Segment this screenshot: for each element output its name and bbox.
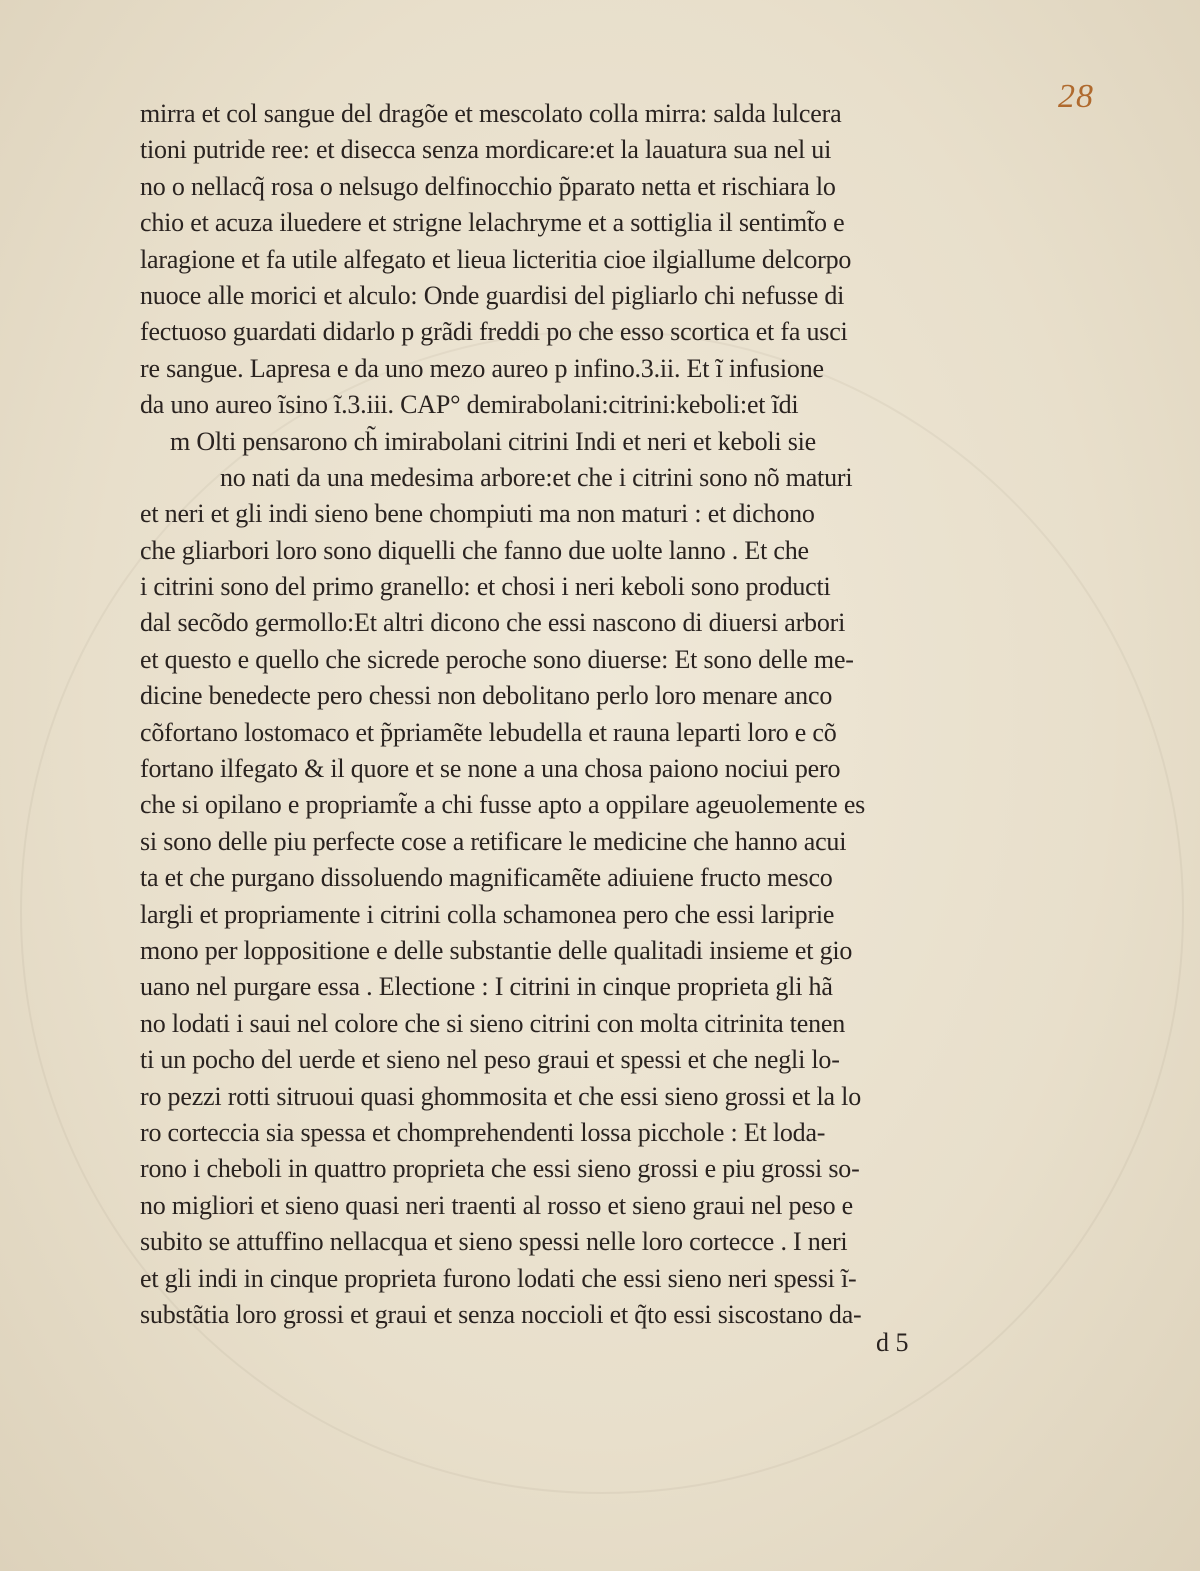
text-line: chio et acuza iluedere et strigne lelachryme et a sottiglia il sentimt̃o e [140,208,845,238]
text-line: che si opilano e propriamt̃e a chi fusse apto a oppilare ageuolemente es [140,790,866,820]
text-line: mono per loppositione e delle substantie delle qualitadi insieme et gio [140,935,853,965]
text-line: da uno aureo ĩsino ĩ.3.iii. CAP° demirabolani:citrini:keboli:et ĩdi [140,390,799,420]
signature-mark: d 5 [876,1328,909,1357]
text-line: ro corteccia sia spessa et chomprehendenti lossa picchole : Et loda- [140,1117,826,1147]
text-line: substãtia loro grossi et graui et senza noccioli et q̃to essi siscostano da- [140,1299,862,1329]
text-line: ti un pocho del uerde et sieno nel peso graui et spessi et che negli lo- [140,1045,840,1075]
text-line: ta et che purgano dissoluendo magnificamẽte adiuiene fructo mesco [140,863,833,893]
text-line: tioni putride ree: et disecca senza mordicare:et la lauatura sua nel ui [140,135,832,165]
text-line: et gli indi in cinque proprieta furono lodati che essi sieno neri spessi ĩ- [140,1263,857,1293]
text-line: i citrini sono del primo granello: et chosi i neri keboli sono producti [140,572,831,602]
text-line: fectuoso guardati didarlo p grãdi freddi po che esso scortica et fa usci [140,317,848,347]
text-line: largli et propriamente i citrini colla schamonea pero che essi lariprie [140,899,835,929]
text-line: cõfortano lostomaco et p̃priamẽte lebudella et rauna leparti loro e cõ [140,717,837,747]
text-line: et questo e quello che sicrede peroche sono diuerse: Et sono delle me- [140,644,854,674]
folio-number: 28 [1058,78,1094,115]
text-line: subito se attuffino nellacqua et sieno spessi nelle loro cortecce . I neri [140,1227,848,1257]
text-line: si sono delle piu perfecte cose a retificare le medicine che hanno acui [140,826,847,856]
text-line: ro pezzi rotti sitruoui quasi ghommosita et che essi sieno grossi et la lo [140,1081,862,1111]
text-line: re sangue. Lapresa e da uno mezo aureo p infino.3.ii. Et ĩ infusione [140,353,824,383]
text-line: no o nellacq̃ rosa o nelsugo delfinocchio p̃parato netta et rischiara lo [140,171,836,201]
chapter-initial-line: m Olti pensarono ch̃ imirabolani citrini Indi et neri et keboli sie [170,426,817,456]
text-line: rono i cheboli in quattro proprieta che essi sieno grossi e piu grossi so- [140,1154,860,1184]
text-line: no lodati i saui nel colore che si sieno citrini con molta citrinita tenen [140,1008,846,1038]
text-line: laragione et fa utile alfegato et lieua licteritia cioe ilgiallume delcorpo [140,244,852,274]
text-line: nuoce alle morici et alculo: Onde guardisi del pigliarlo chi nefusse di [140,280,845,310]
text-line: no migliori et sieno quasi neri traenti al rosso et sieno graui nel peso e [140,1190,854,1220]
text-line: che gliarbori loro sono diquelli che fanno due uolte lanno . Et che [140,535,809,565]
text-line: fortano ilfegato & il quore et se none a una chosa paiono nociui pero [140,754,841,784]
text-line: dicine benedecte pero chessi non debolitano perlo loro menare anco [140,681,833,711]
text-line: et neri et gli indi sieno bene chompiuti ma non maturi : et dichono [140,499,815,529]
text-block [140,96,990,1333]
text-line: mirra et col sangue del dragõe et mescolato colla mirra: salda lulcera [140,99,842,128]
text-line: dal secõdo germollo:Et altri dicono che essi nascono di diuersi arbori [140,608,846,638]
text-line: no nati da una medesima arbore:et che i citrini sono nõ maturi [220,462,853,492]
text-line: uano nel purgare essa . Electione : I citrini in cinque proprieta gli hã [140,972,833,1002]
